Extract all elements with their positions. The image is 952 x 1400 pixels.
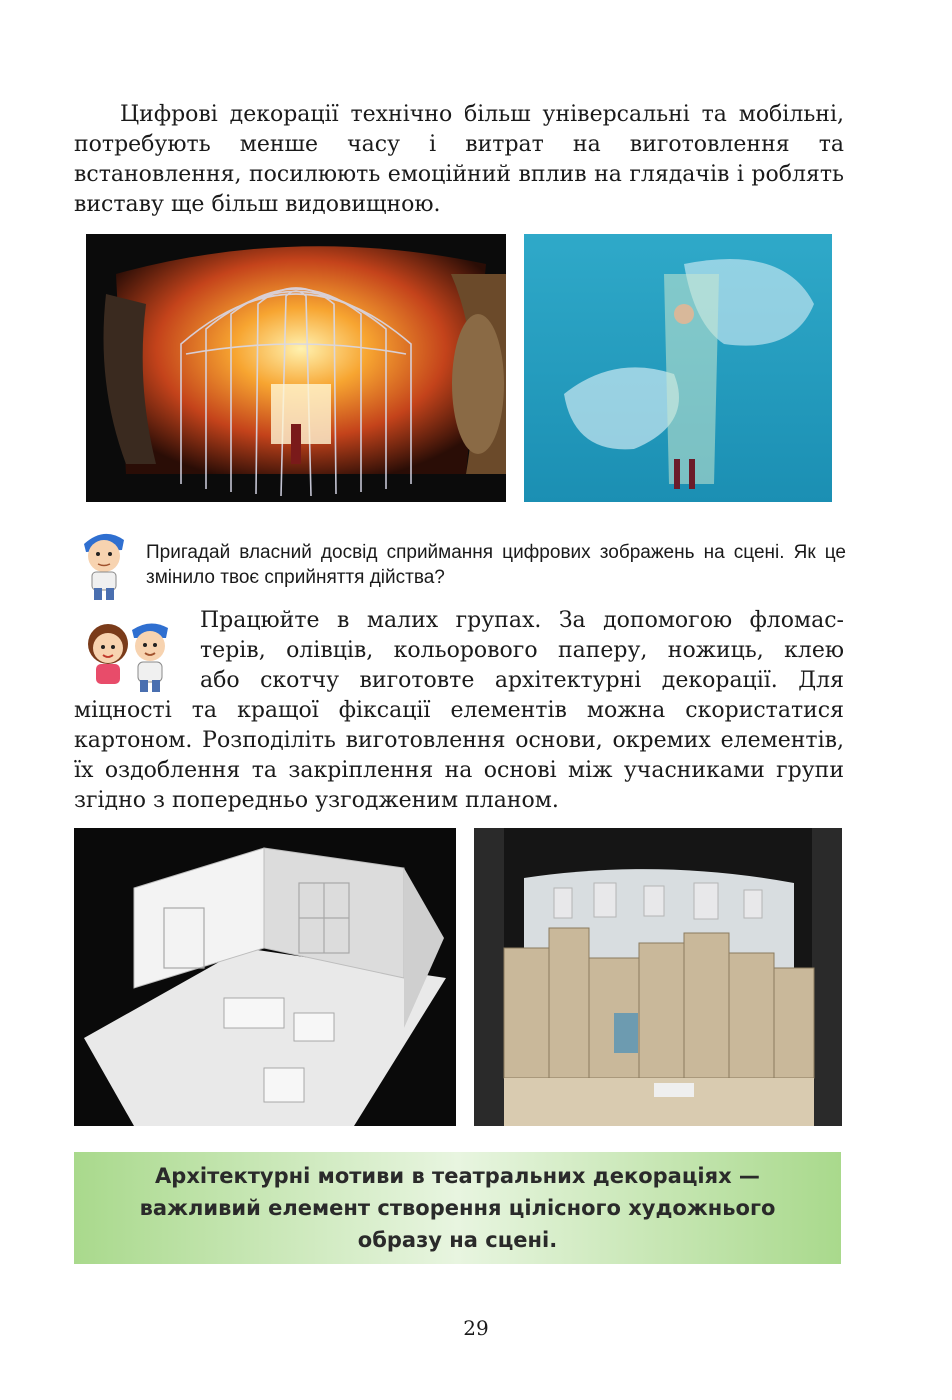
task-line-2: терів, олівців, кольорового паперу, ножиць, клею <box>200 638 844 663</box>
boy-thinking-icon <box>76 526 132 602</box>
city-model-photo <box>474 828 842 1126</box>
task-line-3: або скотчу виготовте архітектурні декорації. Для <box>200 668 844 693</box>
page-number: 29 <box>463 1316 489 1340</box>
stage-photo-underwater <box>524 234 832 502</box>
key-idea-banner <box>74 1152 841 1264</box>
children-pair-icon <box>76 614 180 694</box>
reflection-note: Пригадай власний досвід сприймання цифрових зображень на сцені. Як це змінило твоє сприйняття дійства? <box>146 542 846 588</box>
stage-photo-cage <box>86 234 506 502</box>
banner-text: Архітектурні мотиви в театральних декораціях — важливий елемент створення цілісного художнього образу на сцені. <box>139 1164 776 1252</box>
task-line-1: Працюйте в малих групах. За допомогою фломас- <box>200 608 844 633</box>
paper-model-photo <box>74 828 456 1126</box>
intro-paragraph: Цифрові декорації технічно більш універсальні та мобільні, потребують менше часу і витрат на виготовлення та встановлення, посилюють емоційний вплив на глядачів і роблять виставу ще більш видовищною. <box>74 102 844 217</box>
task-paragraph: міцності та кращої фіксації елементів можна скористатися картоном. Розподіліть виготовлення основи, окремих елементів, їх оздоблення та закріплення на основі між учасниками групи згідно з попередньо узгодженим планом. <box>74 698 844 813</box>
